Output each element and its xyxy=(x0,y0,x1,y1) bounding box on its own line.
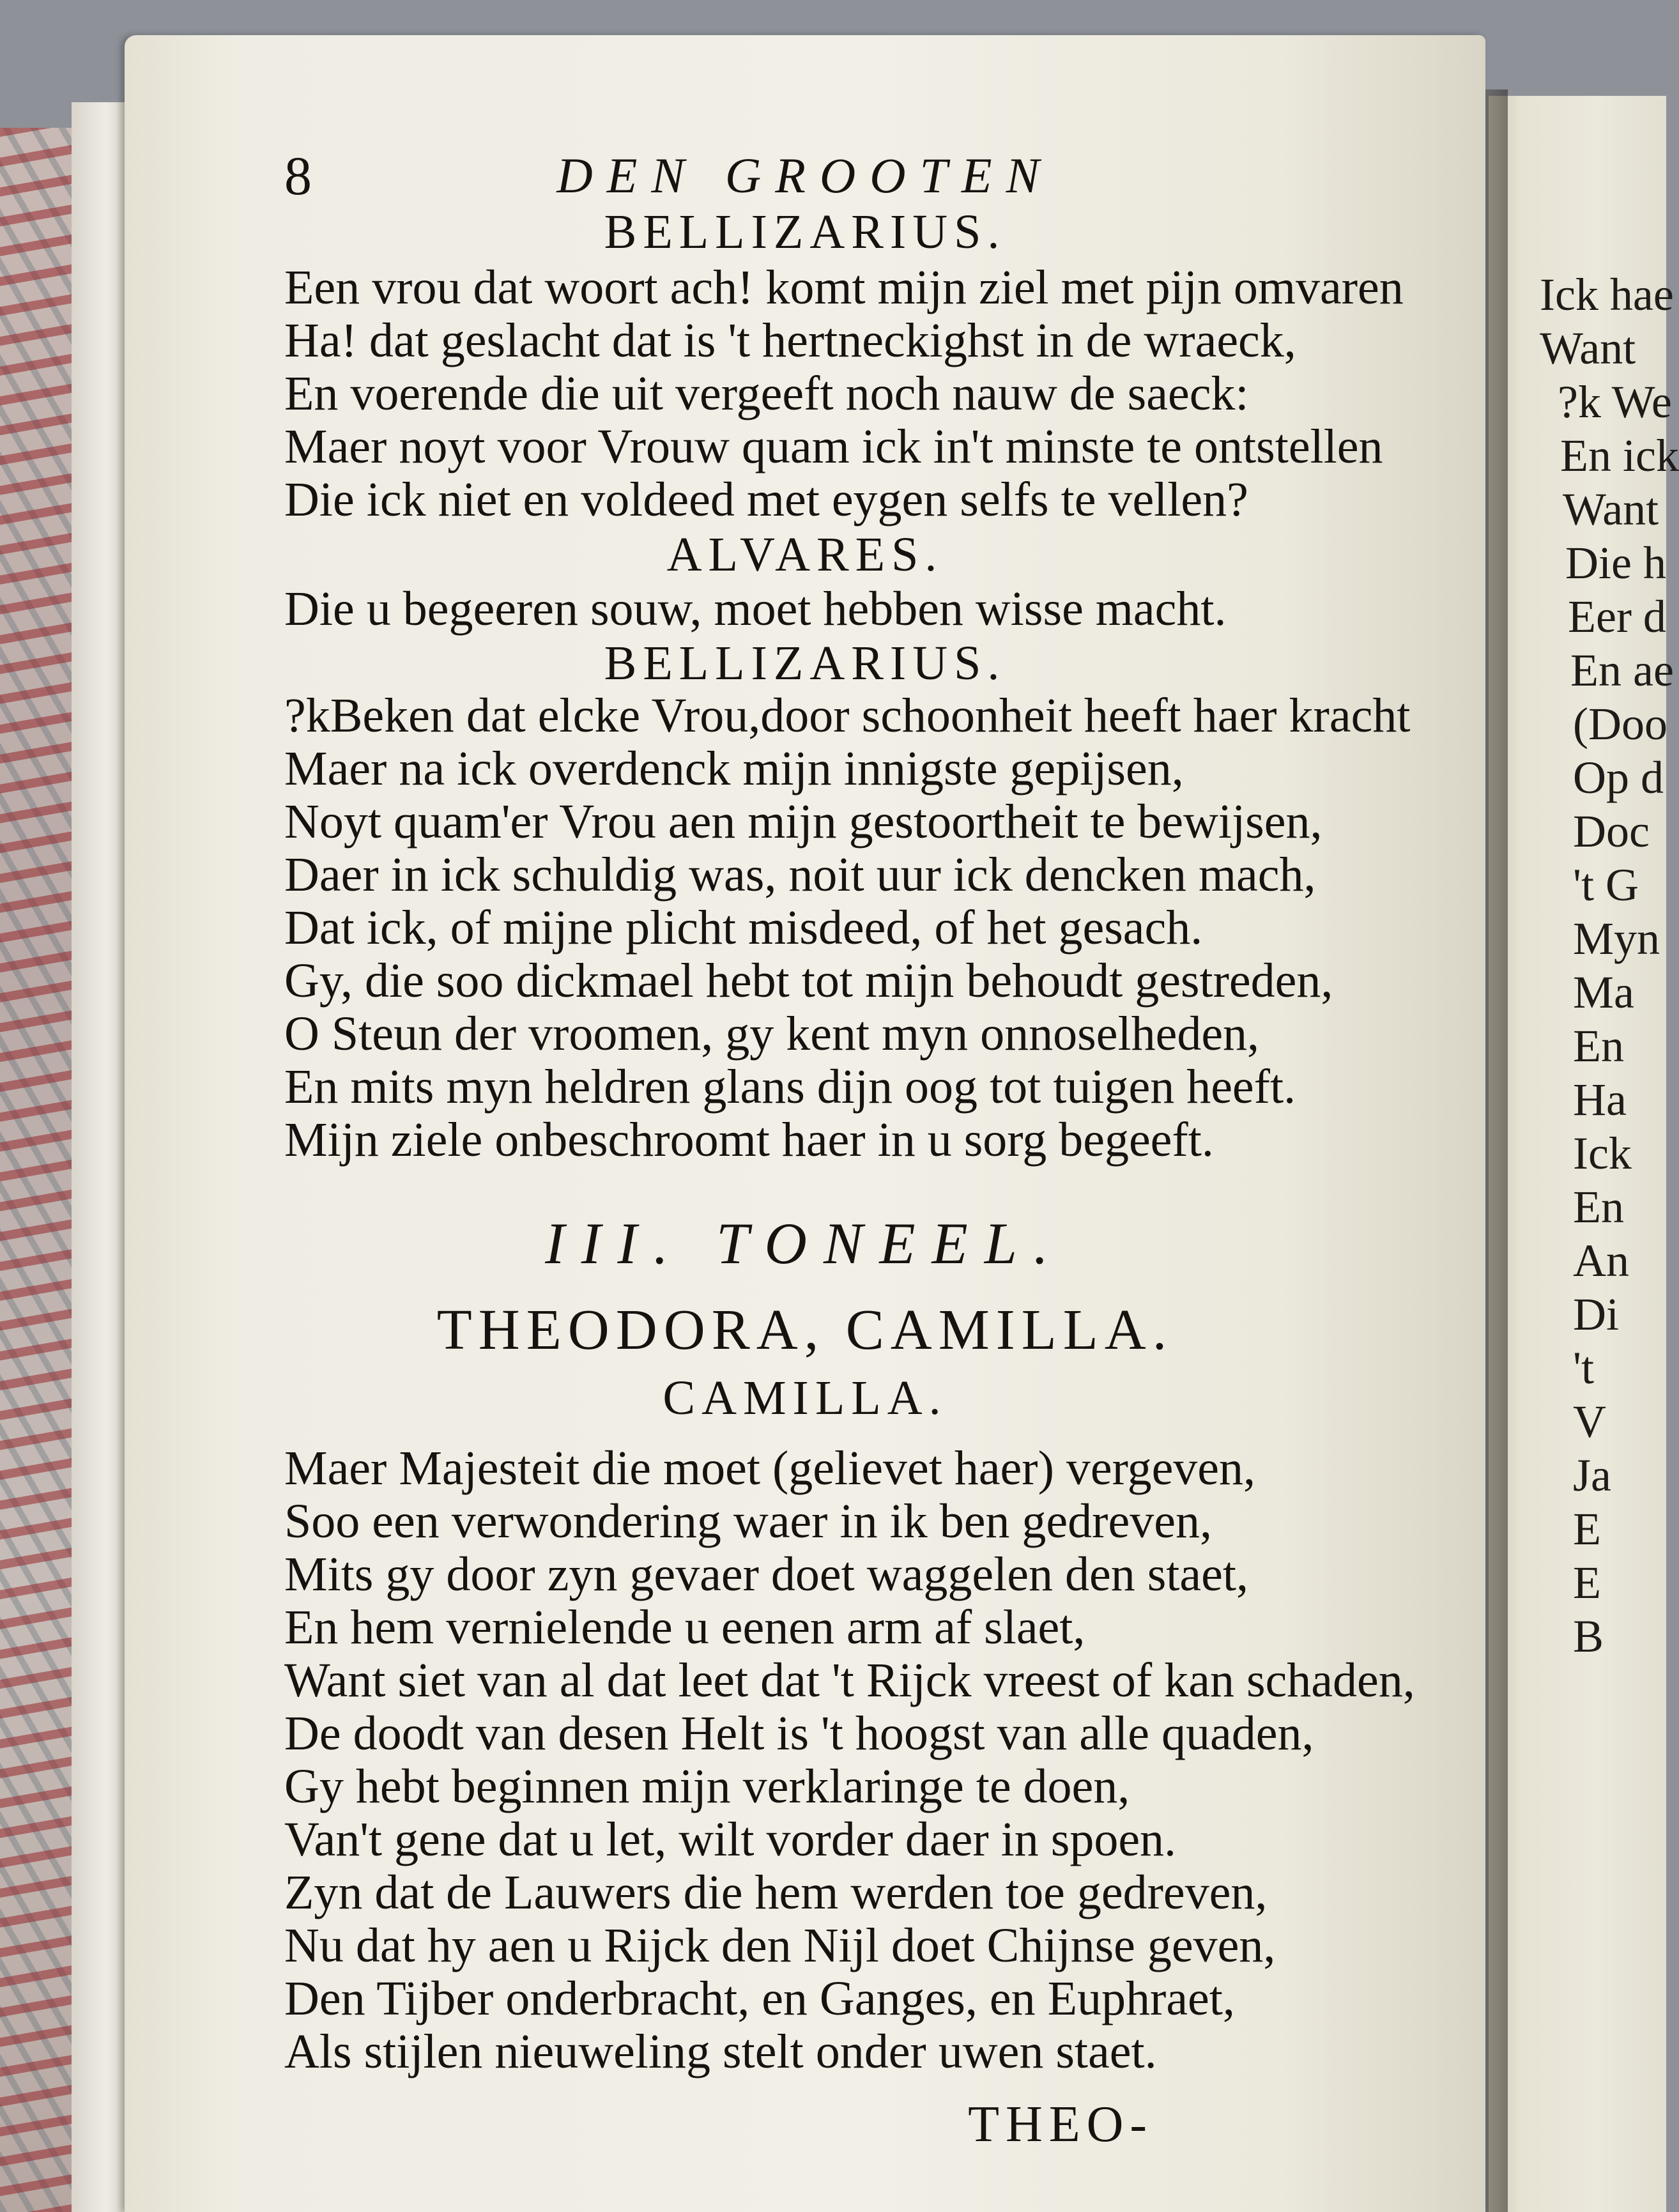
verse-line: Dat ick, of mijne plicht misdeed, of het gesach. xyxy=(284,901,1203,955)
verse-line: Ha! dat geslacht dat is 't hertneckighst in de wraeck, xyxy=(284,314,1296,367)
facing-page-line: (Doo xyxy=(1573,698,1667,749)
scene-cast: THEODORA, CAMILLA. xyxy=(436,1298,1174,1362)
facing-page-line: E xyxy=(1573,1503,1601,1555)
facing-page-line: Ha xyxy=(1573,1074,1627,1125)
speaker-heading: CAMILLA. xyxy=(663,1371,947,1425)
verse-line: Want siet van al dat leet dat 't Rijck vreest of kan schaden, xyxy=(284,1654,1415,1707)
page-block-edge xyxy=(72,102,129,2212)
verse-line: Maer Majesteit die moet (gelievet haer) vergeven, xyxy=(284,1441,1256,1495)
catchword: THEO- xyxy=(968,2096,1153,2153)
verse-line: Een vrou dat woort ach! komt mijn ziel met pijn omvaren xyxy=(284,261,1404,314)
facing-page-line: V xyxy=(1573,1396,1606,1447)
facing-page-line: Want xyxy=(1540,323,1636,374)
verse-line: Zyn dat de Lauwers die hem werden toe gedreven, xyxy=(284,1866,1268,1919)
facing-page-line: An xyxy=(1573,1235,1629,1286)
facing-page-line: Ja xyxy=(1573,1450,1611,1501)
book-page xyxy=(125,35,1485,2212)
page-number: 8 xyxy=(284,145,312,206)
verse-line: Mits gy door zyn gevaer doet waggelen den staet, xyxy=(284,1548,1248,1601)
facing-page-line: Eer d xyxy=(1568,591,1666,642)
verse-line: Noyt quam'er Vrou aen mijn gestoortheit te bewijsen, xyxy=(284,795,1322,849)
verse-line: Soo een verwondering waer in ik ben gedreven, xyxy=(284,1494,1212,1548)
facing-page-line: 't xyxy=(1573,1342,1594,1394)
facing-page-line: Myn xyxy=(1573,913,1660,964)
facing-page-line: E xyxy=(1573,1557,1601,1608)
verse-line: Gy hebt beginnen mijn verklaringe te doen, xyxy=(284,1760,1130,1813)
speaker-heading: ALVARES. xyxy=(666,528,944,581)
verse-line: Gy, die soo dickmael hebt tot mijn behoudt gestreden, xyxy=(284,954,1333,1008)
speaker-heading: BELLIZARIUS. xyxy=(604,636,1006,690)
facing-page-line: B xyxy=(1573,1611,1604,1662)
verse-line: Daer in ick schuldig was, noit uur ick dencken mach, xyxy=(284,848,1316,902)
verse-line: De doodt van desen Helt is 't hoogst van alle quaden, xyxy=(284,1707,1314,1760)
verse-line: Als stijlen nieuweling stelt onder uwen staet. xyxy=(284,2025,1157,2078)
facing-page-line: ?k We xyxy=(1558,376,1672,427)
verse-line: En voerende die uit vergeeft noch nauw de saeck: xyxy=(284,367,1249,420)
verse-line: Den Tijber onderbracht, en Ganges, en Euphraet, xyxy=(284,1972,1235,2025)
verse-line: Maer noyt voor Vrouw quam ick in't minste te ontstellen xyxy=(284,420,1383,473)
running-head: DEN GROOTEN xyxy=(556,148,1054,203)
facing-page-line: En ae xyxy=(1570,645,1674,696)
verse-line: Mijn ziele onbeschroomt haer in u sorg begeeft. xyxy=(284,1113,1214,1167)
facing-page-line: 't G xyxy=(1573,859,1639,910)
scene-title: III. TONEEL. xyxy=(545,1211,1065,1276)
facing-page xyxy=(1489,96,1679,2212)
facing-page-line: Op d xyxy=(1573,752,1664,803)
facing-page-line: En xyxy=(1573,1181,1624,1233)
facing-page-line: Ick xyxy=(1573,1128,1632,1179)
facing-page-line: Di xyxy=(1573,1289,1619,1340)
facing-page-line: Die h xyxy=(1565,537,1666,588)
speaker-heading: BELLIZARIUS. xyxy=(604,205,1006,259)
verse-line: Van't gene dat u let, wilt vorder daer in spoen. xyxy=(284,1813,1177,1866)
facing-page-line: Ick hae xyxy=(1540,269,1674,320)
facing-page-line: Ma xyxy=(1573,967,1634,1018)
verse-line: Maer na ick overdenck mijn innigste gepijsen, xyxy=(284,742,1184,795)
verse-line: Die ick niet en voldeed met eygen selfs te vellen? xyxy=(284,473,1248,526)
verse-line: En hem vernielende u eenen arm af slaet, xyxy=(284,1601,1085,1654)
facing-page-line: En xyxy=(1573,1020,1624,1071)
facing-page-line: En ick xyxy=(1560,430,1679,481)
facing-page-line: Want xyxy=(1563,484,1659,535)
verse-line: En mits myn heldren glans dijn oog tot tuigen heeft. xyxy=(284,1060,1296,1114)
verse-line: Nu dat hy aen u Rijck den Nijl doet Chijnse geven, xyxy=(284,1919,1276,1972)
verse-line: O Steun der vroomen, gy kent myn onnoselheden, xyxy=(284,1007,1260,1061)
facing-page-line: Doc xyxy=(1573,806,1650,857)
verse-line: ?kBeken dat elcke Vrou,door schoonheit heeft haer kracht xyxy=(284,689,1411,742)
verse-line: Die u begeeren souw, moet hebben wisse macht. xyxy=(284,582,1227,636)
